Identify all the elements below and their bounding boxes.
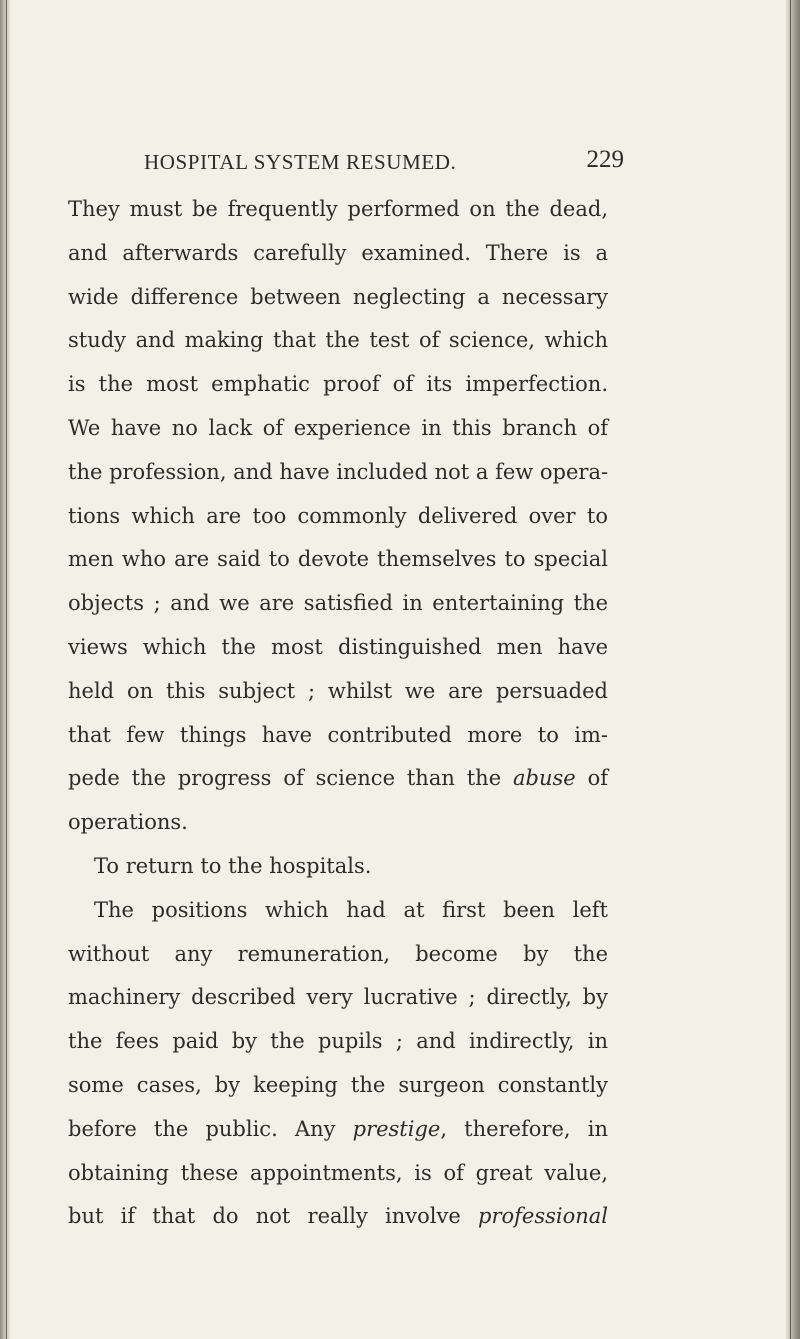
paragraph-line: The positions which had at first been left [94,897,608,922]
text-line: We have no lack of experience in this branch of [68,415,608,440]
text-line-with-italic [68,757,608,801]
text-line-with-italic [68,1108,608,1152]
text-line: held on this subject ; whilst we are persuaded [68,678,608,703]
text-line-with-italic [68,1195,608,1239]
text-line: wide difference between neglecting a necessary [68,284,608,309]
text-line: that few things have contributed more to im- [68,722,608,747]
italic-word: professional [478,1204,608,1229]
running-title: HOSPITAL SYSTEM RESUMED. [144,150,457,174]
text-segment: pede the progress of science than the [68,766,513,791]
italic-word: prestige [352,1116,441,1141]
left-page-edge [0,0,10,1339]
running-head [144,146,624,178]
text-line: obtaining these appointments, is of great value, [68,1160,608,1185]
italic-word: abuse [513,766,576,791]
text-line: machinery described very lucrative ; directly, by [68,985,608,1010]
body-text [68,188,608,1239]
text-line: the fees paid by the pupils ; and indirectly, in [68,1029,608,1054]
text-line: tions which are too commonly delivered over to [68,503,608,528]
text-line: views which the most distinguished men have [68,634,608,659]
text-line: men who are said to devote themselves to special [68,547,608,572]
text-line: the profession, and have included not a few opera- [68,459,609,484]
text-segment: , therefore, in [440,1116,608,1141]
text-segment: of [575,766,608,791]
text-line: some cases, by keeping the surgeon constantly [68,1072,608,1097]
right-page-edge-line [790,0,791,1339]
paragraph-line: To return to the hospitals. [94,853,372,878]
left-page-edge-line [6,0,7,1339]
right-page-edge [786,0,800,1339]
text-segment: but if that do not really involve [68,1204,478,1229]
text-segment: before the public. Any [68,1116,353,1141]
text-line: operations. [68,810,188,835]
text-line: objects ; and we are satisfied in entertaining the [68,591,608,616]
text-line: study and making that the test of science, which [68,328,608,353]
text-line: is the most emphatic proof of its imperfection. [68,372,608,397]
text-line: without any remuneration, become by the [68,941,608,966]
text-line: and afterwards carefully examined. There is a [68,240,608,265]
page-number: 229 [586,146,624,173]
text-line: They must be frequently performed on the dead, [68,197,608,221]
